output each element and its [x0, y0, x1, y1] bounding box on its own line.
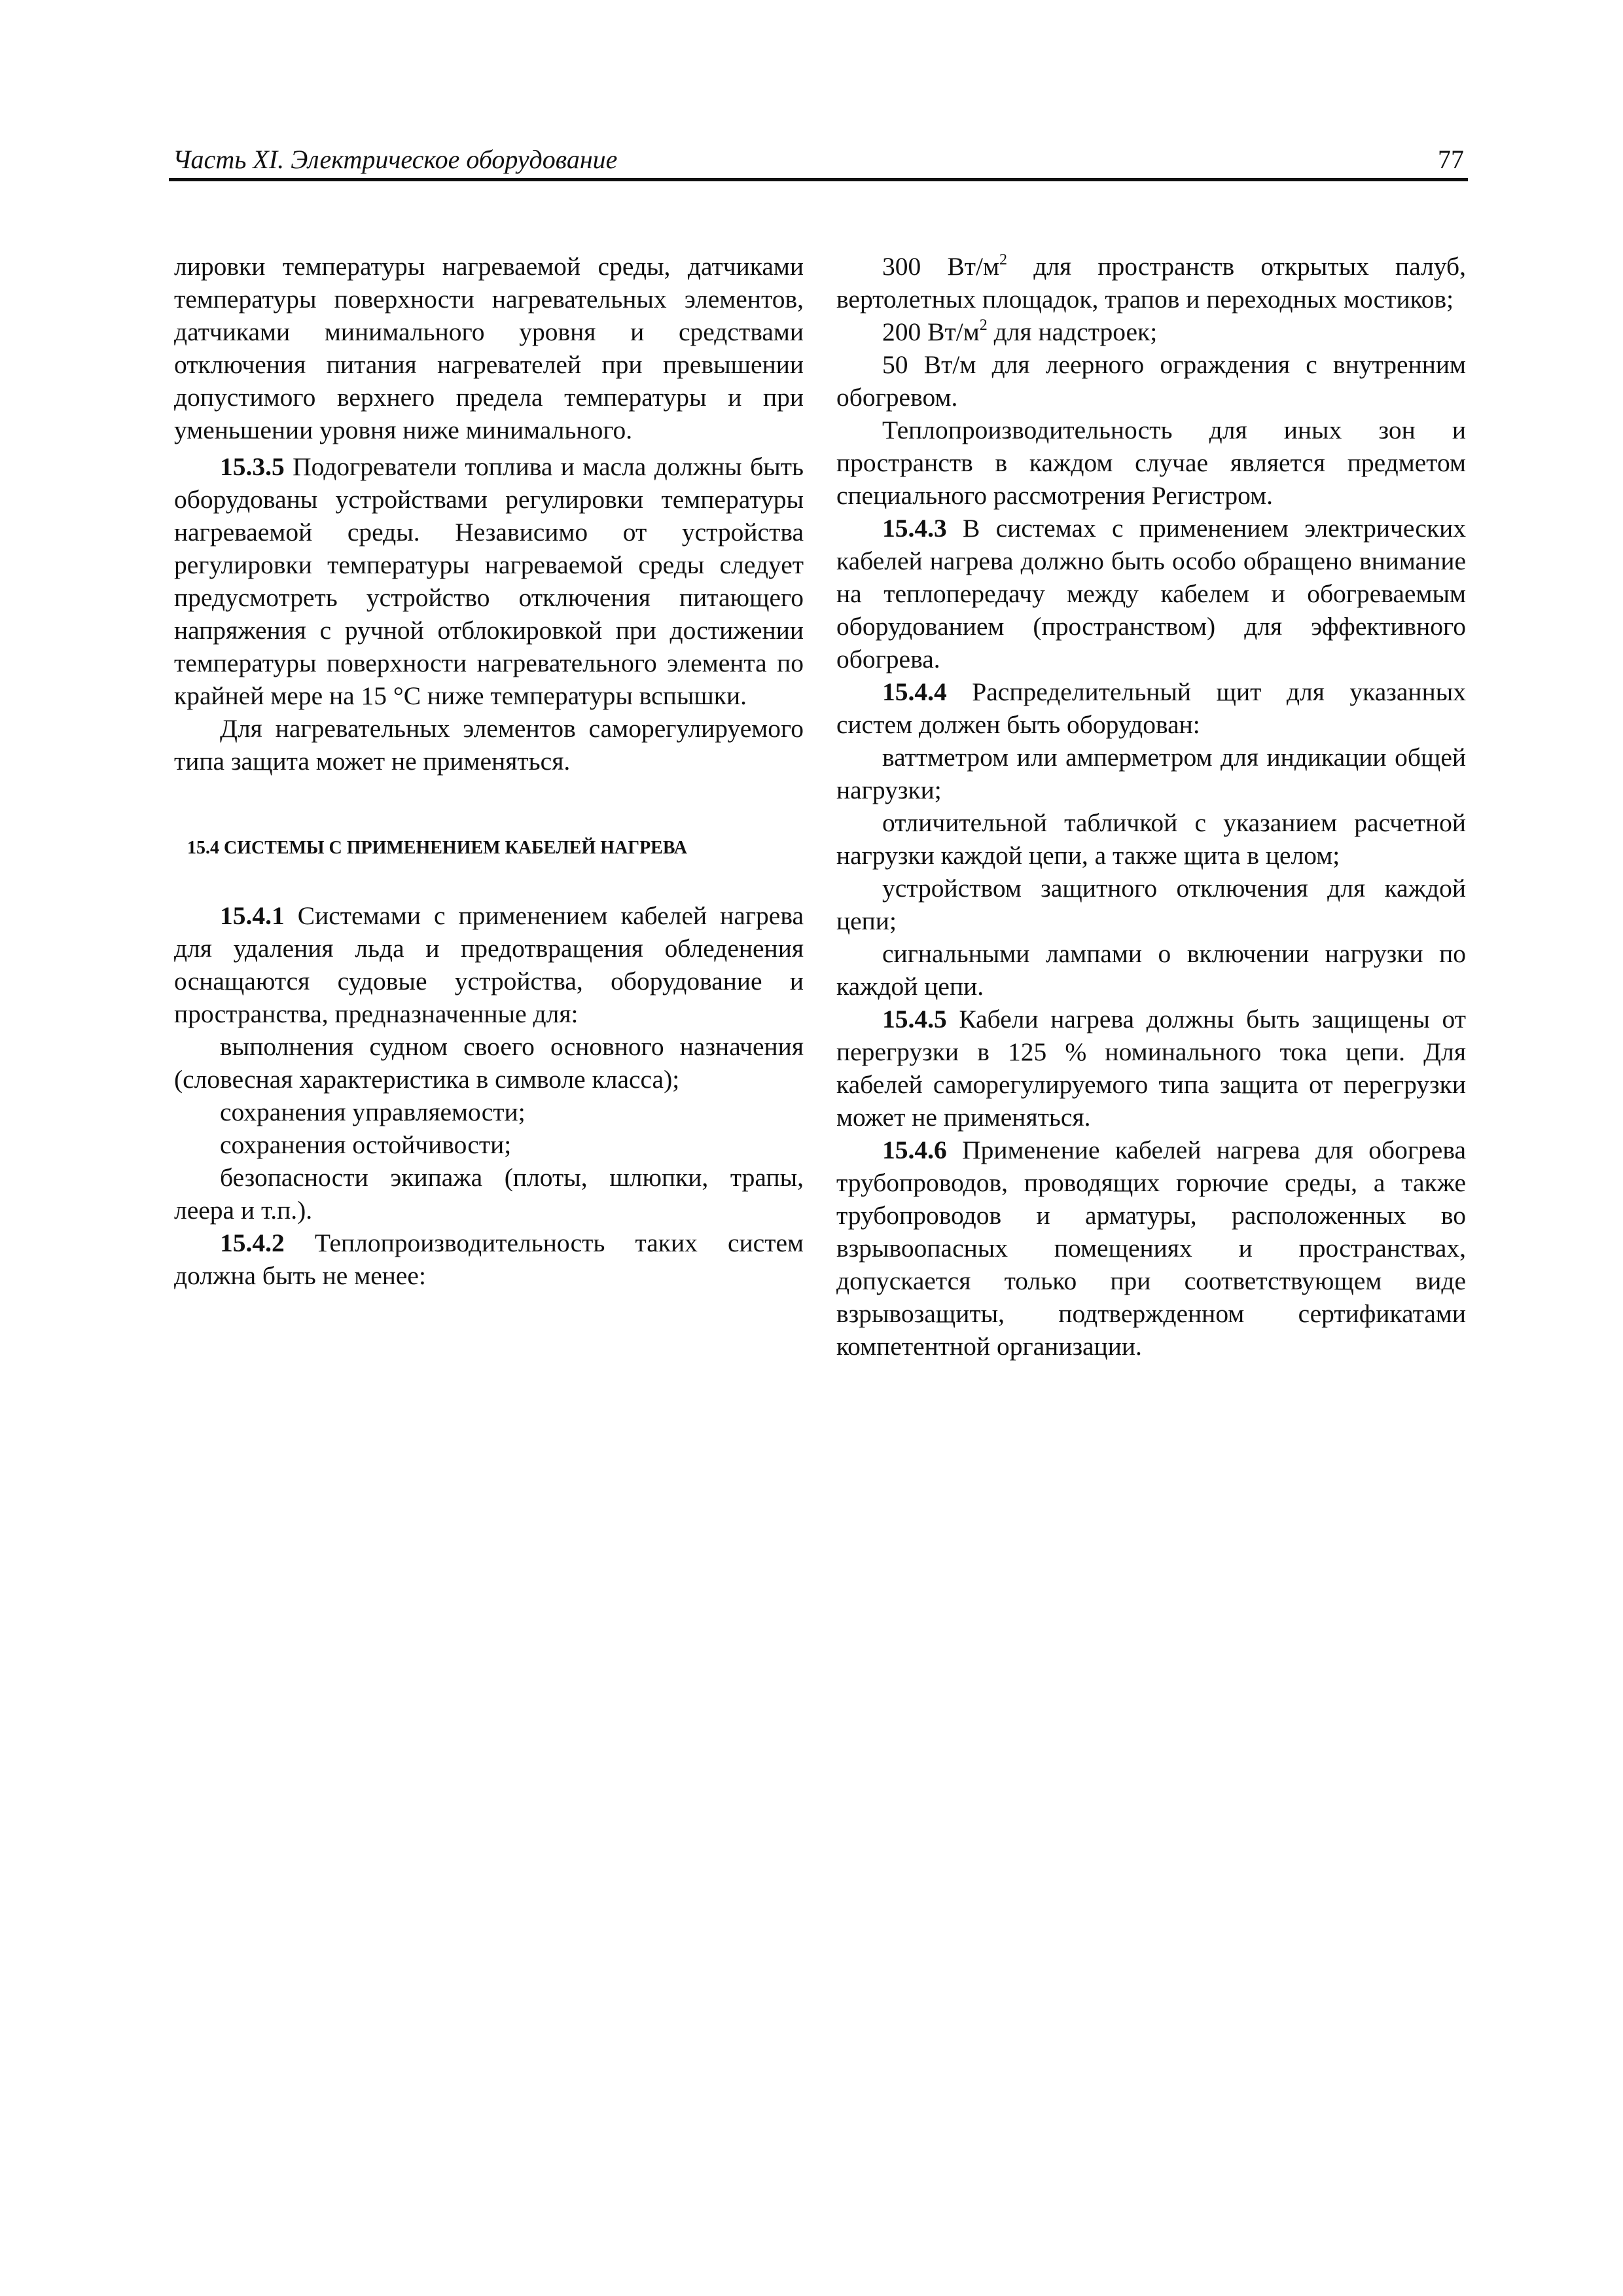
list-item-nameplate: отличительной табличкой с указанием расчетной нагрузки каждой цепи, а также щита в целом; — [836, 808, 1466, 870]
value-text: 300 Вт/м — [882, 252, 1000, 281]
clause-number: 15.4.1 — [220, 901, 285, 930]
list-item-wattmeter: ваттметром или амперметром для индикации общей нагрузки; — [836, 743, 1466, 804]
paragraph-15-4-4 — [836, 675, 1466, 741]
paragraph-15-4-3 — [836, 512, 1466, 675]
left-column — [174, 250, 804, 1292]
list-item-railings: 50 Вт/м для леерного ограждения с внутренним обогревом. — [836, 350, 1466, 412]
clause-text: Системами с применением кабелей нагрева для удаления льда и предотвращения обледенения оснащаются судовые устройства, оборудование и пространства, предназначенные для: — [174, 901, 804, 1028]
clause-text: Кабели нагрева должны быть защищены от перегрузки в 125 % номинального тока цепи. Для кабелей саморегулируемого типа защита от перегрузки может не применяться. — [836, 1005, 1466, 1132]
header-title: Часть XI. Электрическое оборудование — [173, 145, 618, 174]
list-item-superstructures — [836, 315, 1466, 348]
paragraph-15-4-1 — [174, 899, 804, 1030]
paragraph-heat-output-other: Теплопроизводительность для иных зон и пространств в каждом случае является предметом специального рассмотрения Регистром. — [836, 416, 1466, 510]
clause-text: Распределительный щит для указанных систем должен быть оборудован: — [836, 677, 1466, 739]
list-item-controllability: сохранения управляемости; — [220, 1098, 526, 1126]
list-item-signal-lamps: сигнальными лампами о включении нагрузки по каждой цепи. — [836, 939, 1466, 1001]
superscript: 2 — [999, 251, 1008, 268]
list-item-crew-safety: безопасности экипажа (плоты, шлюпки, трапы, леера и т.п.). — [174, 1163, 804, 1225]
right-column — [836, 250, 1466, 1363]
value-text: 200 Вт/м — [882, 317, 980, 346]
clause-text: Применение кабелей нагрева для обогрева трубопроводов, проводящих горючие среды, а также трубопроводов и арматуры, расположенных во взрывоопасных помещениях и пространствах, допускается только при соответствующем виде взрывозащиты, подтвержденном сертификатами компетентной организации. — [836, 1136, 1466, 1361]
paragraph-15-4-2 — [174, 1227, 804, 1292]
clause-number: 15.4.3 — [882, 514, 947, 543]
running-header — [169, 139, 1468, 181]
section-heading-15-4: 15.4 СИСТЕМЫ С ПРИМЕНЕНИЕМ КАБЕЛЕЙ НАГРЕВА — [187, 838, 687, 858]
clause-text: В системах с применением электрических кабелей нагрева должно быть особо обращено внимание на теплопередачу между кабелем и обогреваемым оборудованием (пространством) для эффективного обогрева. — [836, 514, 1466, 673]
paragraph-15-3-5 — [174, 450, 804, 712]
paragraph-15-4-5 — [836, 1003, 1466, 1134]
clause-number: 15.4.2 — [220, 1229, 285, 1257]
clause-number: 15.4.4 — [882, 677, 947, 706]
paragraph-15-4-6 — [836, 1134, 1466, 1363]
superscript: 2 — [979, 317, 988, 334]
list-item-open-decks — [836, 250, 1466, 315]
paragraph-self-regulating-note: Для нагревательных элементов саморегулируемого типа защита может не применяться. — [174, 714, 804, 776]
clause-number: 15.3.5 — [220, 452, 285, 481]
value-description: для надстроек; — [987, 317, 1158, 346]
list-item-rcd: устройством защитного отключения для каждой цепи; — [836, 874, 1466, 935]
list-item-stability: сохранения остойчивости; — [220, 1130, 512, 1159]
clause-number: 15.4.6 — [882, 1136, 947, 1164]
value-description: для пространств открытых палуб, вертолетных площадок, трапов и переходных мостиков; — [836, 252, 1466, 314]
list-item-purpose: выполнения судном своего основного назначения (словесная характеристика в символе класса); — [174, 1032, 804, 1094]
clause-number: 15.4.5 — [882, 1005, 947, 1033]
clause-text: Теплопроизводительность таких систем должна быть не менее: — [174, 1229, 804, 1290]
clause-text: Подогреватели топлива и масла должны быть оборудованы устройствами регулировки температуры нагреваемой среды. Независимо от устройства регулировки температуры нагреваемой среды следует предусмотреть устройство отключения питающего напряжения с ручной отблокировкой при достижении температуры поверхности нагревательного элемента по крайней мере на 15 °С ниже температуры вспышки. — [174, 452, 804, 710]
page-number: 77 — [1438, 145, 1464, 174]
paragraph-continued: лировки температуры нагреваемой среды, датчиками температуры поверхности нагревательных элементов, датчиками минимального уровня и средствами отключения питания нагревателей при превышении допустимого верхнего предела температуры и при уменьшении уровня ниже минимального. — [174, 252, 804, 444]
